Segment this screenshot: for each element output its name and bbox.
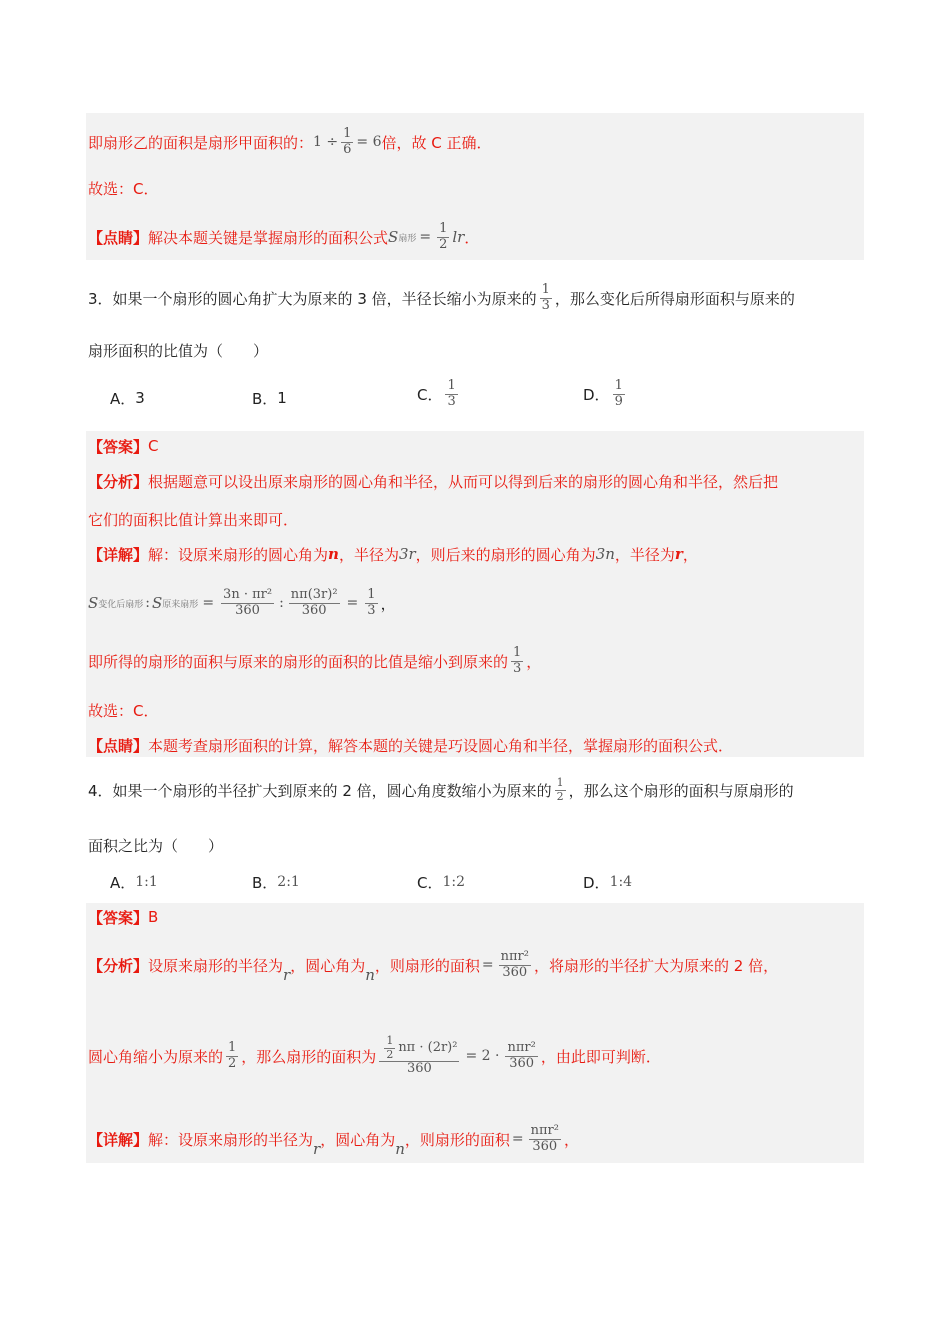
q2-conclusion-line — [88, 125, 492, 157]
tip-text: 解决本题关键是掌握扇形的面积公式 — [148, 228, 389, 247]
q3-fraction: $\frac{1}{3}$ — [541, 281, 550, 313]
formula-frac: $\frac{1}{2}$ — [439, 220, 448, 252]
q4-option-a[interactable]: A． 1:1 — [110, 873, 158, 892]
q4-stem-line2: 面积之比为（ ） — [88, 836, 224, 855]
q3-conclusion: 即所得的扇形的面积与原来的扇形的面积的比值是缩小到原来的 $\frac{1}{3}$ ， — [88, 644, 542, 676]
q3-stem-line1 — [88, 280, 795, 316]
q4-area-frac: $\frac{1}{2}$ nπ · (2r)² 360 — [379, 1035, 459, 1077]
q3-option-c[interactable]: C． $\frac{1}{3}$ — [417, 377, 456, 409]
q3-analysis: 【分析】 根据题意可以设出原来扇形的圆心角和半径，从而可以得到后来的扇形的圆心角和半径，然后把 — [88, 472, 779, 491]
q2-choose: 故选：C． — [88, 179, 159, 198]
formula-sub: 扇形 — [398, 233, 417, 244]
q3-ratio-equation: S 变化后扇形 : S 原来扇形 = $\frac{\text{3n · πr²}}{360}$ : $\frac{\text{nπ(3r)²}}{360}$ = $\frac{1}{3}$ ， — [88, 586, 396, 618]
q2-conclusion-text: 即扇形乙的面积是扇形甲面积的： — [88, 133, 314, 152]
q4-answer: 【答案】 B — [88, 908, 159, 927]
q3-analysis-cont: 它们的面积比值计算出来即可． — [88, 510, 299, 529]
q4-option-b[interactable]: B． 2:1 — [252, 873, 300, 892]
q3-detail: 【详解】 解：设原来扇形的圆心角为 n ，半径为 3r ，则后来的扇形的圆心角为 3n ，半径为 r ， — [88, 545, 698, 564]
q2-fraction: $\frac{1}{6}$ — [343, 125, 352, 157]
q4-detail: 【详解】 解：设原来扇形的半径为 r ，圆心角为 n ，则扇形的面积 = $\frac{\text{nπr²}}{360}$ ， — [88, 1122, 579, 1158]
q2-conclusion-end: 倍，故 C 正确． — [381, 133, 492, 152]
q3-tip: 【点睛】 本题考查扇形面积的计算，解答本题的关键是巧设圆心角和半径，掌握扇形的面积公式． — [88, 736, 734, 755]
q4-analysis: 【分析】 设原来扇形的半径为 r ，圆心角为 n ，则扇形的面积 = $\frac{\text{nπr²}}{360}$ ，将扇形的半径扩大为原来的 2 倍， — [88, 948, 779, 984]
q4-analysis-cont: 圆心角缩小为原来的 $\frac{1}{2}$ ，那么扇形的面积为 $\frac{1}{2}$ nπ · (2r)² 360 = 2 · $\frac{\text{nπr²}}{360}$ ，由此即可判断． — [88, 1033, 661, 1077]
eq-frac-2: $\frac{\text{nπ(3r)²}}{360}$ — [290, 586, 338, 618]
q2-math-result: = 6 — [356, 134, 382, 150]
q3-text-a: 3．如果一个扇形的圆心角扩大为原来的 3 倍，半径长缩小为原来的 — [88, 289, 537, 308]
q4-option-c[interactable]: C． 1:2 — [417, 873, 466, 892]
q3-answer: 【答案】 C — [88, 437, 159, 456]
q3-choose: 故选：C． — [88, 701, 159, 720]
q4-stem-line1: 4．如果一个扇形的半径扩大到原来的 2 倍，圆心角度数缩小为原来的 $\frac{1}{2}$ ，那么这个扇形的面积与原扇形的 — [88, 775, 794, 803]
eq-frac-1: $\frac{\text{3n · πr²}}{360}$ — [223, 586, 273, 618]
q4-option-d[interactable]: D． 1:4 — [583, 873, 633, 892]
q3-text-b: ，那么变化后所得扇形面积与原来的 — [554, 289, 795, 308]
formula-s: S — [388, 228, 399, 246]
q3-option-d[interactable]: D． $\frac{1}{9}$ — [583, 377, 623, 409]
tip-end: ． — [464, 228, 480, 247]
q3-stem-line2: 扇形面积的比值为（ ） — [88, 341, 269, 360]
tip-label: 【点睛】 — [88, 228, 149, 247]
q4-fraction: $\frac{1}{2}$ — [556, 775, 564, 803]
eq-frac-3: $\frac{1}{3}$ — [367, 586, 376, 618]
q2-math-divide: 1 ÷ — [313, 134, 339, 150]
formula-eq: = — [419, 229, 432, 245]
q3-option-b[interactable]: B． 1 — [252, 389, 287, 408]
q3-option-a[interactable]: A． 3 — [110, 389, 145, 408]
q2-tip-line — [88, 222, 479, 252]
formula-lr: lr — [452, 228, 465, 246]
